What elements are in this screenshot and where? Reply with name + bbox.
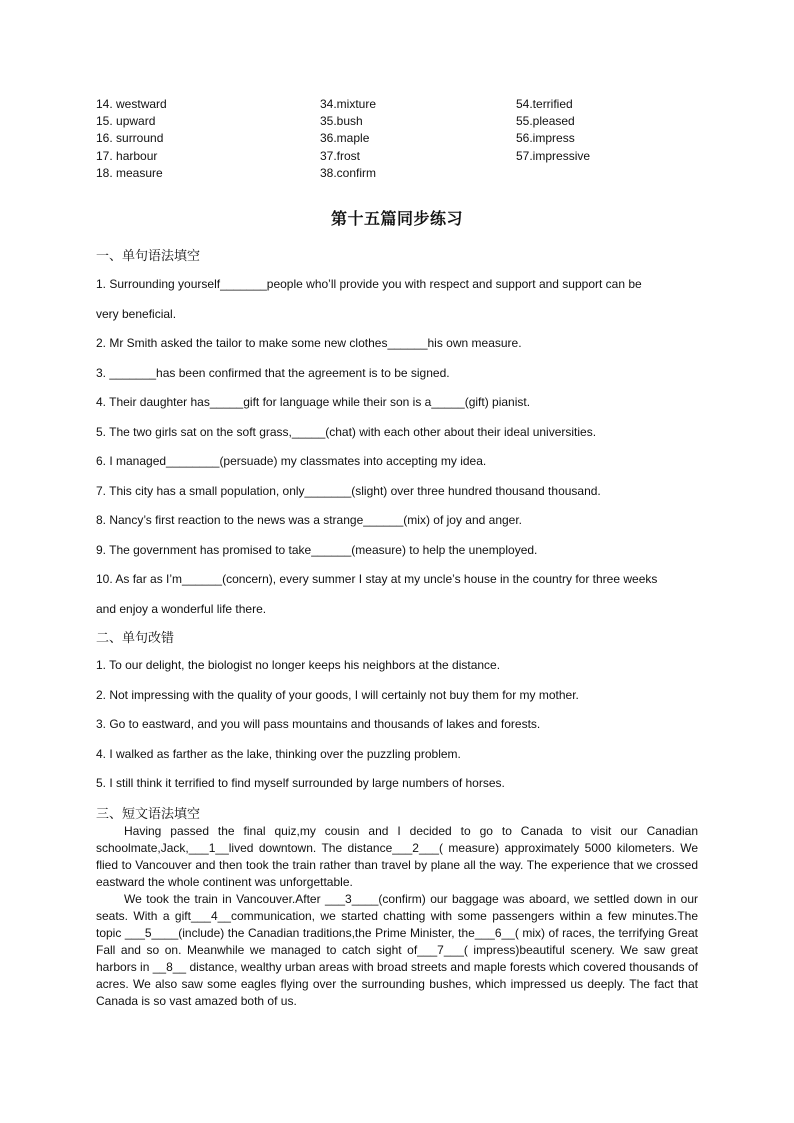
question-item: 5. I still think it terrified to find myself surrounded by large numbers of horses. (96, 776, 505, 790)
question-item (96, 329, 698, 359)
exercise-list-grammar-fill (96, 270, 698, 624)
question-item (96, 565, 698, 624)
vocab-column-2 (320, 96, 376, 182)
section-heading-passage-fill: 三、短文语法填空 (96, 807, 201, 822)
section-heading-error-correction: 二、单句改错 (96, 631, 175, 646)
question-line: 10. As far as I’m______(concern), every summer I stay at my uncle’s house in the country for three weeks (96, 572, 658, 586)
question-line: 5. The two girls sat on the soft grass,_____(chat) with each other about their ideal universities. (96, 424, 597, 439)
question-item: 1. To our delight, the biologist no longer keeps his neighbors at the distance. (96, 658, 501, 672)
vocab-column-1 (96, 96, 167, 182)
vocab-item: 57.impressive (516, 148, 591, 163)
question-line: 7. This city has a small population, only_______(slight) over three hundred thousand thousand. (96, 483, 601, 498)
question-line: 6. I managed________(persuade) my classmates into accepting my idea. (96, 454, 487, 468)
vocab-item: 36.maple (320, 131, 370, 146)
section-heading-grammar-fill: 一、单句语法填空 (96, 249, 201, 264)
passage-paragraph: Having passed the final quiz,my cousin and I decided to go to Canada to visit our Canadian schoolmate,Jack,___1__lived downtown. The distance___2___( measure) approximately 5000 kilometers. We flied to Vancouver and then took the train rather than travel by plane all the way. The experience that we crossed eastward the whole continent was unforgettable. (96, 824, 698, 889)
question-item (96, 477, 698, 507)
vocab-column-3 (516, 96, 590, 165)
vocab-item: 16. surround (96, 131, 164, 146)
question-line: and enjoy a wonderful life there. (96, 601, 267, 616)
vocab-item: 35.bush (320, 114, 363, 129)
question-line: very beneficial. (96, 306, 177, 321)
vocab-item: 54.terrified (516, 97, 573, 111)
exercise-list-error-correction (96, 651, 698, 799)
vocab-item: 14. westward (96, 97, 167, 111)
question-line: 9. The government has promised to take______(measure) to help the unemployed. (96, 542, 538, 557)
question-item (96, 447, 698, 477)
vocab-item: 56.impress (516, 131, 575, 146)
question-item (96, 388, 698, 418)
passage-text (96, 823, 698, 1010)
question-item: 3. Go to eastward, and you will pass mountains and thousands of lakes and forests. (96, 717, 541, 731)
question-item (96, 270, 698, 329)
vocab-item: 34.mixture (320, 97, 377, 111)
question-item (96, 506, 698, 536)
vocab-item: 17. harbour (96, 148, 158, 163)
question-line: 4. Their daughter has_____gift for language while their son is a_____(gift) pianist. (96, 395, 531, 409)
question-item (96, 359, 698, 389)
question-line: 3. _______has been confirmed that the agreement is to be signed. (96, 365, 450, 380)
question-line: 2. Mr Smith asked the tailor to make some new clothes______his own measure. (96, 336, 522, 350)
vocab-item: 15. upward (96, 114, 156, 129)
question-item (96, 418, 698, 448)
question-item: 2. Not impressing with the quality of your goods, I will certainly not buy them for my mother. (96, 687, 579, 702)
passage-paragraph: We took the train in Vancouver.After ___3____(confirm) our baggage was aboard, we settled down in our seats. With a gift___4__communication, we started chatting with some passengers within a few minutes.The topic ___5____(include) the Canadian traditions,the Prime Minister, the___6__( mix) of races, the terrifying Great Fall and so on. Meanwhile we managed to catch sight of___7___( impress)beautiful scenery. We saw great harbors in __8__ distance, wealthy urban areas with broad streets and maple forests which covered thousands of acres. We also saw some eagles flying over the surrounding bushes, which impressed us deeply. The fact that Canada is so vast amazed both of us. (96, 892, 698, 1008)
vocab-item: 38.confirm (320, 165, 377, 180)
question-item (96, 536, 698, 566)
vocab-item: 55.pleased (516, 114, 575, 129)
question-item: 4. I walked as farther as the lake, thinking over the puzzling problem. (96, 746, 461, 761)
question-line: 8. Nancy’s first reaction to the news was a strange______(mix) of joy and anger. (96, 513, 523, 527)
page-title: 第十五篇同步练习 (330, 209, 463, 228)
vocab-item: 37.frost (320, 148, 361, 163)
question-line: 1. Surrounding yourself_______people who’ll provide you with respect and support and support can be (96, 277, 642, 291)
vocab-item: 18. measure (96, 165, 163, 180)
